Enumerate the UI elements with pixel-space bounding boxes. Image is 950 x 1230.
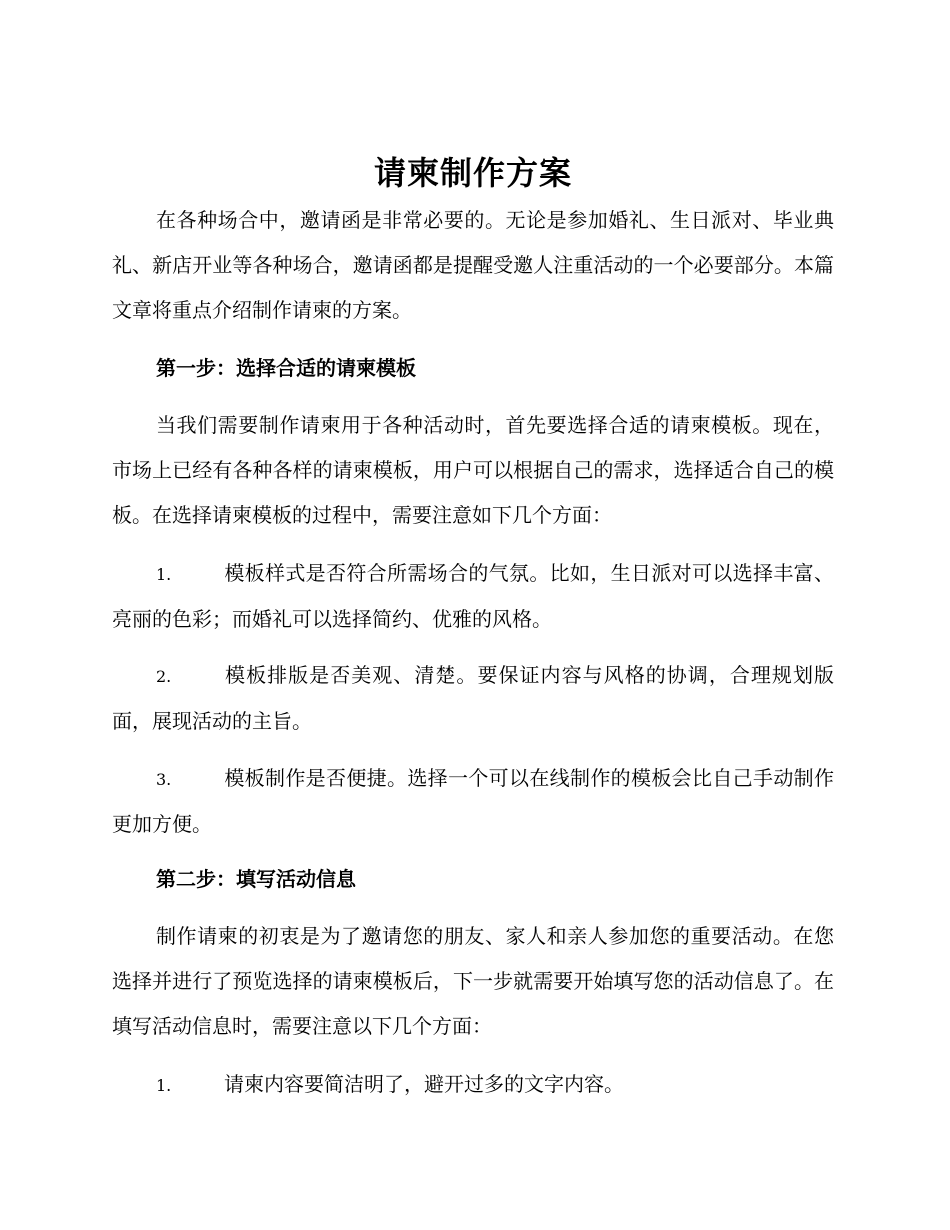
page-title: 请柬制作方案 bbox=[373, 154, 572, 192]
list-item bbox=[112, 1062, 834, 1108]
section-heading-step1: 第一步：选择合适的请柬模板 bbox=[156, 356, 416, 380]
list-item-number: 1. bbox=[156, 1076, 172, 1095]
list-item-text: 模板制作是否便捷。选择一个可以在线制作的模板会比自己手动制作更加方便。 bbox=[112, 766, 834, 836]
list-item-number: 2. bbox=[156, 667, 172, 686]
list-item-number: 3. bbox=[156, 770, 172, 789]
section-heading-step2: 第二步：填写活动信息 bbox=[156, 867, 356, 891]
list-item-number: 1. bbox=[156, 565, 172, 584]
section2-paragraph: 制作请柬的初衷是为了邀请您的朋友、家人和亲人参加您的重要活动。在您选择并进行了预览选择的请柬模板后，下一步就需要开始填写您的活动信息了。在填写活动信息时，需要注意以下几个方面： bbox=[112, 924, 834, 1038]
section1-paragraph: 当我们需要制作请柬用于各种活动时，首先要选择合适的请柬模板。现在，市场上已经有各种各样的请柬模板，用户可以根据自己的需求，选择适合自己的模板。在选择请柬模板的过程中，需要注意如下几个方面： bbox=[112, 413, 834, 527]
list-item bbox=[112, 551, 834, 642]
list-item bbox=[112, 653, 834, 744]
list-item bbox=[112, 756, 834, 847]
intro-paragraph: 在各种场合中，邀请函是非常必要的。无论是参加婚礼、生日派对、毕业典礼、新店开业等各种场合，邀请函都是提醒受邀人注重活动的一个必要部分。本篇文章将重点介绍制作请柬的方案。 bbox=[112, 208, 834, 322]
list-item-text: 模板排版是否美观、清楚。要保证内容与风格的协调，合理规划版面，展现活动的主旨。 bbox=[112, 663, 834, 733]
list-item-text: 请柬内容要简洁明了，避开过多的文字内容。 bbox=[224, 1072, 624, 1096]
list-item-text: 模板样式是否符合所需场合的气氛。比如，生日派对可以选择丰富、亮丽的色彩；而婚礼可以选择简约、优雅的风格。 bbox=[112, 561, 834, 631]
